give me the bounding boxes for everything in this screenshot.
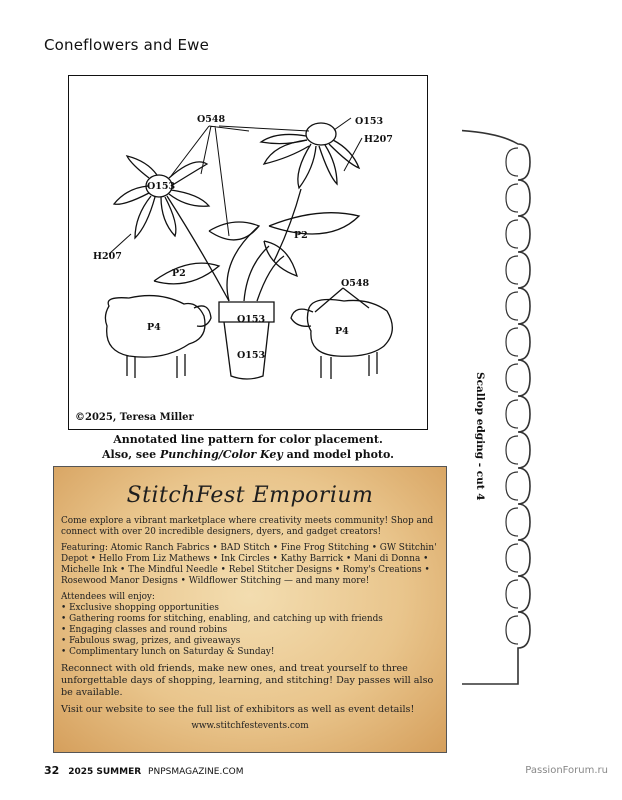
- leaf-2: [269, 213, 359, 234]
- label-h207-right: H207: [364, 134, 393, 145]
- caption-line-2-italic: Punching/Color Key: [159, 448, 283, 461]
- page-footer: [44, 764, 243, 777]
- caption-line-2-suffix: and model photo.: [282, 448, 394, 461]
- leaf-1: [209, 222, 259, 240]
- label-h207-left: H207: [93, 251, 122, 262]
- pot-body-drawing: [224, 322, 269, 379]
- stem-mid: [244, 246, 269, 301]
- coneflower-left-drawing: [114, 156, 229, 301]
- pot-rim-drawing: [219, 302, 274, 322]
- label-p4-left: P4: [147, 322, 161, 333]
- label-o153-pot: O153: [237, 350, 266, 361]
- page-number: 32: [44, 764, 60, 777]
- scallop-edging-template: [462, 128, 532, 688]
- label-o548-top: O548: [197, 114, 226, 125]
- line-pattern-drawing: [69, 76, 429, 431]
- ad-reconnect: Reconnect with old friends, make new ones, and treat yourself to three unforgettable days of shopping, learning, and stitching! Day passes will also be available.: [61, 663, 434, 698]
- ad-title: StitchFest Emporium: [126, 483, 374, 508]
- ad-website-link[interactable]: www.stitchfestevents.com: [191, 721, 309, 731]
- ad-benefits-list: [61, 603, 439, 658]
- label-o153-right: O153: [355, 116, 384, 127]
- label-p2-left: P2: [172, 268, 186, 279]
- ad-featuring: Featuring: Atomic Ranch Fabrics • BAD Stitch • Fine Frog Stitching • GW Stitchin' Depot • Hello From Liz Mathews • Ink Circles • Kathy Barrick • Mani di Donna • Michelle Ink • The Mindful Needle • Rebel Stitcher Designs • Romy's Creations • Rosewood Manor Designs • Wildflower Stitching — and many more!: [61, 543, 437, 586]
- pattern-caption: [68, 432, 428, 462]
- page-title: Coneflowers and Ewe: [44, 36, 210, 54]
- issue-label: 2025 SUMMER: [68, 767, 142, 777]
- list-item: • Complimentary lunch on Saturday & Sunday!: [61, 647, 439, 658]
- pattern-illustration: [68, 75, 428, 430]
- ad-intro: Come explore a vibrant marketplace where creativity meets community! Shop and connect with over 20 incredible designers, dyers, and gadget creators!: [61, 516, 434, 537]
- list-item: • Gathering rooms for stitching, enabling, and catching up with friends: [61, 614, 439, 625]
- stitchfest-ad: [53, 466, 447, 753]
- ad-visit: Visit our website to see the full list of exhibitors as well as event details!: [61, 704, 415, 715]
- copyright-notice: ©2025, Teresa Miller: [75, 412, 194, 423]
- label-o153-pot-rim: O153: [237, 314, 266, 325]
- ad-attendees-heading: Attendees will enjoy:: [61, 592, 155, 602]
- caption-line-2: [68, 447, 428, 462]
- sheep-right-drawing: [291, 288, 392, 379]
- label-p2-right: P2: [294, 230, 308, 241]
- list-item: • Fabulous swag, prizes, and giveaways: [61, 636, 439, 647]
- caption-line-1: Annotated line pattern for color placement.: [113, 433, 383, 446]
- label-o548-right: O548: [341, 278, 370, 289]
- list-item: • Engaging classes and round robins: [61, 625, 439, 636]
- stem-right: [257, 256, 284, 301]
- scallop-label: Scallop edging - cut 4: [474, 372, 486, 501]
- sheep-left-drawing: [105, 296, 211, 378]
- caption-line-2-prefix: Also, see: [102, 448, 160, 461]
- magazine-site: PNPSMAGAZINE.COM: [148, 767, 244, 777]
- coneflower-right-drawing: [261, 123, 359, 261]
- label-p4-right: P4: [335, 326, 349, 337]
- watermark: PassionForum.ru: [525, 765, 608, 776]
- list-item: • Exclusive shopping opportunities: [61, 603, 439, 614]
- label-o153-left: O153: [147, 181, 176, 192]
